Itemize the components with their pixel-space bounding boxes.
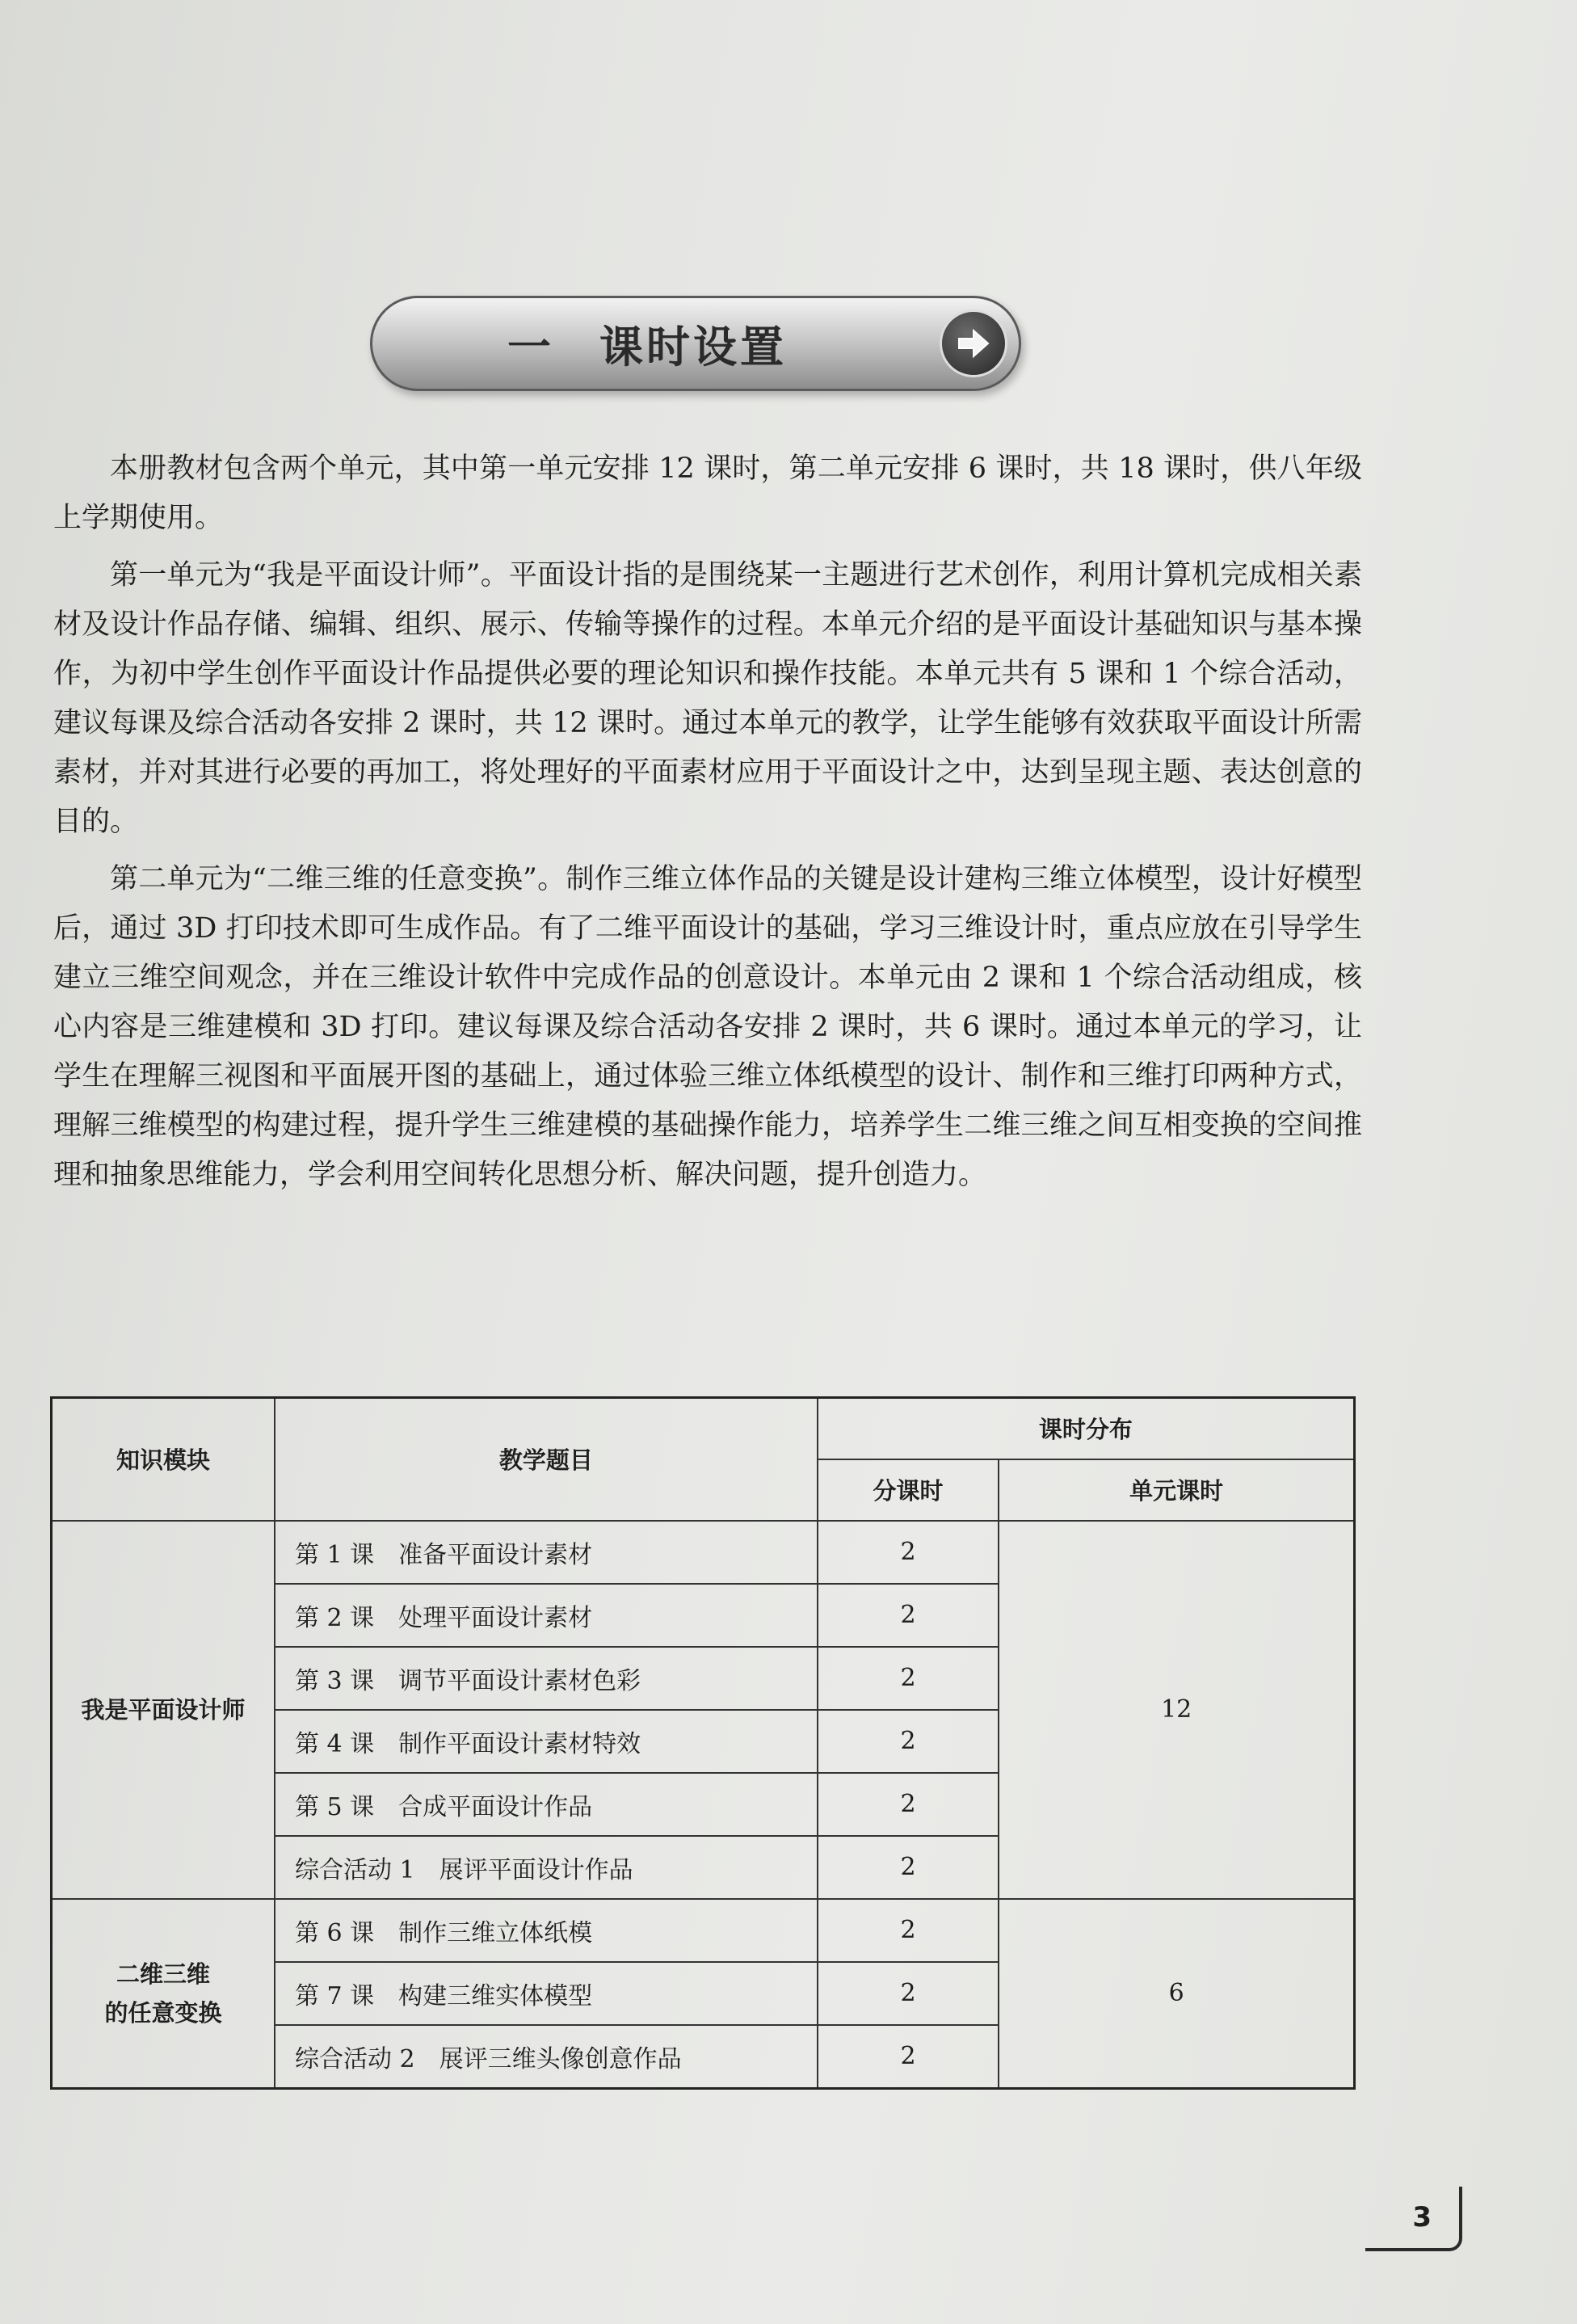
- module-cell: 我是平面设计师: [52, 1521, 275, 1899]
- lesson-cell: 第 4 课 制作平面设计素材特效: [275, 1710, 818, 1773]
- lesson-cell: 综合活动 1 展评平面设计作品: [275, 1836, 818, 1899]
- unit-hours-cell: 12: [999, 1521, 1354, 1899]
- body-text: [53, 444, 1362, 1200]
- arrow-right-icon: [940, 309, 1007, 377]
- header-unit-hours: 单元课时: [999, 1459, 1354, 1521]
- paragraph-unit-one: 第一单元为“我是平面设计师”。平面设计指的是围绕某一主题进行艺术创作，利用计算机完成相关素材及设计作品存储、编辑、组织、展示、传输等操作的过程。本单元介绍的是平面设计基础知识与基本操作，为初中学生创作平面设计作品提供必要的理论知识和操作技能。本单元共有 5 课和 1 个综合活动，建议每课及综合活动各安排 2 课时，共 12 课时。通过本单元的教学，让学生能够有效获取平面设计所需素材，并对其进行必要的再加工，将处理好的平面素材应用于平面设计之中，达到呈现主题、表达创意的目的。: [53, 559, 1362, 838]
- lesson-hours-cell: 2: [818, 1521, 999, 1584]
- unit-hours-cell: 6: [999, 1899, 1354, 2089]
- lesson-hours-cell: 2: [818, 2025, 999, 2089]
- schedule-table: [50, 1396, 1356, 2090]
- section-number: 一: [507, 321, 554, 373]
- page-number: 3: [1365, 2187, 1462, 2251]
- table-row: [52, 1521, 1355, 1584]
- lesson-cell: 综合活动 2 展评三维头像创意作品: [275, 2025, 818, 2089]
- section-title-banner: [370, 296, 1021, 391]
- lesson-hours-cell: 2: [818, 1899, 999, 1962]
- lesson-hours-cell: 2: [818, 1710, 999, 1773]
- lesson-hours-cell: 2: [818, 1773, 999, 1836]
- header-module: 知识模块: [52, 1398, 275, 1521]
- lesson-cell: 第 3 课 调节平面设计素材色彩: [275, 1647, 818, 1710]
- lesson-hours-cell: 2: [818, 1962, 999, 2025]
- table-header-row: [52, 1398, 1355, 1459]
- module-line: 二维三维: [116, 1960, 210, 1988]
- section-title-text: 课时设置: [599, 321, 787, 373]
- lesson-cell: 第 1 课 准备平面设计素材: [275, 1521, 818, 1584]
- header-distribution: 课时分布: [818, 1398, 1355, 1459]
- paragraph-unit-two: 第二单元为“二维三维的任意变换”。制作三维立体作品的关键是设计建构三维立体模型，设计好模型后，通过 3D 打印技术即可生成作品。有了二维平面设计的基础，学习三维设计时，重点应放在引导学生建立三维空间观念，并在三维设计软件中完成作品的创意设计。本单元由 2 课和 1 个综合活动组成，核心内容是三维建模和 3D 打印。建议每课及综合活动各安排 2 课时，共 6 课时。通过本单元的学习，让学生在理解三视图和平面展开图的基础上，通过体验三维立体纸模型的设计、制作和三维打印两种方式，理解三维模型的构建过程，提升学生三维建模的基础操作能力，培养学生二维三维之间互相变换的空间推理和抽象思维能力，学会利用空间转化思想分析、解决问题，提升创造力。: [53, 863, 1362, 1191]
- lesson-cell: 第 7 课 构建三维实体模型: [275, 1962, 818, 2025]
- lesson-hours-cell: 2: [818, 1584, 999, 1647]
- lesson-cell: 第 5 课 合成平面设计作品: [275, 1773, 818, 1836]
- lesson-hours-cell: 2: [818, 1836, 999, 1899]
- paragraph-intro: 本册教材包含两个单元，其中第一单元安排 12 课时，第二单元安排 6 课时，共 18 课时，供八年级上学期使用。: [53, 453, 1362, 534]
- module-line: 的任意变换: [104, 1998, 222, 2027]
- lesson-cell: 第 2 课 处理平面设计素材: [275, 1584, 818, 1647]
- lesson-cell: 第 6 课 制作三维立体纸模: [275, 1899, 818, 1962]
- lesson-hours-cell: 2: [818, 1647, 999, 1710]
- section-title: [372, 298, 922, 389]
- header-lesson-hours: 分课时: [818, 1459, 999, 1521]
- module-cell: [52, 1899, 275, 2089]
- header-topic: 教学题目: [275, 1398, 818, 1521]
- table-row: [52, 1899, 1355, 1962]
